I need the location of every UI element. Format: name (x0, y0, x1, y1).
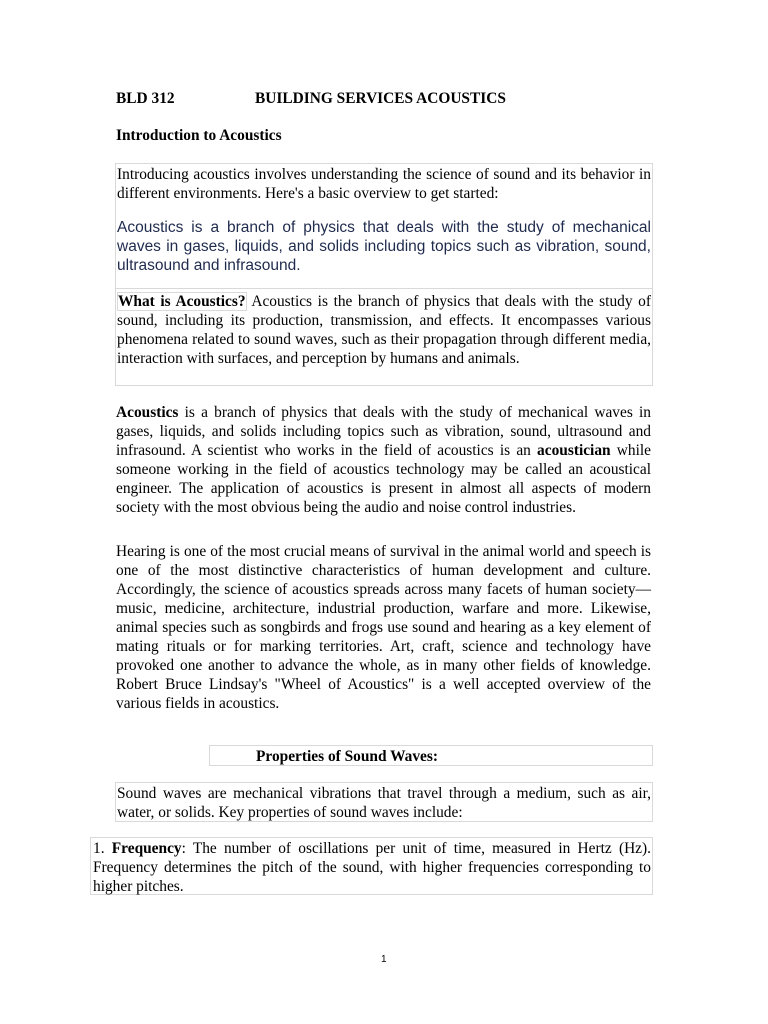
properties-intro-box (115, 782, 653, 822)
body-paragraph-2: Hearing is one of the most crucial means of survival in the animal world and speech is one of the most distinctive characteristics of human development and culture. Accordingly, the science of acoustics spreads across many facets of human society—music, medicine, architecture, industrial production, warfare and more. Likewise, animal species such as songbirds and frogs use sound and hearing as a key element of mating rituals or for marking territories. Art, craft, science and technology have provoked one another to advance the whole, as in many other fields of knowledge. Robert Bruce Lindsay's "Wheel of Acoustics" is a well accepted overview of the various fields in acoustics. (116, 543, 651, 712)
frequency-item-box (90, 837, 653, 895)
frequency-number: 1. (93, 840, 105, 857)
section-title: Introduction to Acoustics (116, 127, 282, 144)
properties-heading: Properties of Sound Waves: (256, 748, 438, 765)
intro-divider (116, 288, 652, 289)
acoustics-word: Acoustics (117, 219, 184, 236)
body-term-acoustician: acoustician (537, 442, 611, 459)
frequency-item (93, 839, 651, 896)
body-text-1b: while someone working in the field of acoustics technology may be called an acoustical engineer. The application of acoustics is present in almost all aspects of modern society with the most obvious being the audio and noise control industries. (116, 442, 651, 516)
body-term-acoustics: Acoustics (116, 404, 179, 421)
course-code: BLD 312 (116, 90, 175, 107)
intro-paragraph: Introducing acoustics involves understanding the science of sound and its behavior in different environments. Here's a basic overview to get started: (117, 166, 651, 202)
intro-box (115, 163, 653, 386)
body-paragraph-1 (116, 403, 651, 517)
properties-heading-box (209, 745, 653, 766)
frequency-term: Frequency (111, 840, 182, 857)
what-is-acoustics-label: What is Acoustics? (118, 293, 246, 310)
course-title: BUILDING SERVICES ACOUSTICS (255, 90, 506, 107)
page-number: 1 (381, 954, 387, 965)
acoustics-definition-paragraph (117, 218, 651, 275)
body-text-1a: is a branch of physics that deals with the study of mechanical waves in gases, liquids, and solids including topics such as vibration, sound, ultrasound and infrasound. A scientist who works in the field of acoustics is an (116, 404, 651, 459)
properties-intro: Sound waves are mechanical vibrations that travel through a medium, such as air, water, or solids. Key properties of sound waves include: (117, 785, 651, 821)
frequency-text: : The number of oscillations per unit of time, measured in Hertz (Hz). Frequency determines the pitch of the sound, with higher frequencies corresponding to higher pitches. (93, 840, 651, 895)
what-is-acoustics-paragraph (117, 292, 651, 368)
what-is-acoustics-text: Acoustics is the branch of physics that deals with the study of sound, including its production, transmission, and effects. It encompasses various phenomena related to sound waves, such as their propagation through different media, interaction with surfaces, and perception by humans and animals. (117, 293, 651, 367)
acoustics-definition-text: is a branch of physics that deals with the study of mechanical waves in gases, liquids, and solids including topics such as vibration, sound, ultrasound and infrasound. (117, 219, 651, 274)
